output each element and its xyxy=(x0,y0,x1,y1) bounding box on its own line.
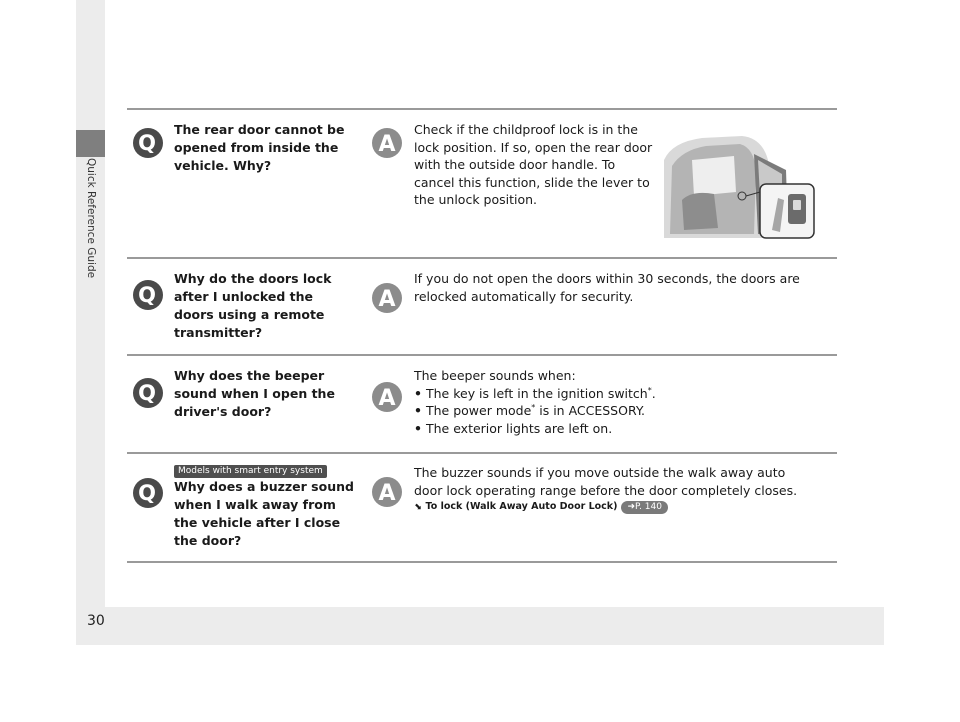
page-number: 30 xyxy=(87,613,105,629)
question-badge-letter: Q xyxy=(138,283,156,307)
childproof-lock-illustration xyxy=(662,130,816,240)
answer-text: If you do not open the doors within 30 seconds, the doors are relocked automatically for security. xyxy=(414,271,800,304)
answer-badge-icon xyxy=(371,282,403,314)
answer-text: Check if the childproof lock is in the lock position. If so, open the rear door with the outside door handle. To cancel this function, slide the lever to the unlock position. xyxy=(414,122,653,207)
divider xyxy=(127,354,837,356)
answer-badge-letter: A xyxy=(378,287,396,312)
question-badge-letter: Q xyxy=(138,481,156,505)
reference-arrow-icon: ⬊ xyxy=(414,502,422,512)
footer-bar xyxy=(76,607,884,645)
bullet-dot-icon: • xyxy=(414,385,422,401)
answer-badge-letter: A xyxy=(378,386,396,411)
cross-reference-label: To lock (Walk Away Auto Door Lock) xyxy=(425,501,618,512)
question-badge-letter: Q xyxy=(138,131,156,155)
answer-badge-icon xyxy=(371,476,403,508)
question-text: Why does a buzzer sound when I walk away from the vehicle after I close the door? xyxy=(174,479,354,548)
divider xyxy=(127,257,837,259)
bullet-text: The power mode xyxy=(425,403,532,418)
bullet-text: The key is left in the ignition switch xyxy=(425,385,648,401)
divider xyxy=(127,108,837,110)
bullet-tail: . xyxy=(651,385,656,401)
answer-badge-letter: A xyxy=(378,132,396,157)
divider xyxy=(127,452,837,454)
section-label: Quick Reference Guide xyxy=(85,158,97,279)
divider xyxy=(127,561,837,563)
models-tag: Models with smart entry system xyxy=(174,465,327,478)
bullet-item xyxy=(414,385,814,403)
bullet-item xyxy=(414,420,814,438)
question-badge-icon xyxy=(132,477,164,509)
page-reference-label: P. 140 xyxy=(635,502,662,512)
question-badge-letter: Q xyxy=(138,381,156,405)
question-text: Why do the doors lock after I unlocked the doors using a remote transmitter? xyxy=(174,271,332,340)
answer-intro: The beeper sounds when: xyxy=(414,368,576,383)
sidebar-tab-marker xyxy=(76,130,105,157)
footnote-mark: * xyxy=(531,402,536,412)
answer-badge-icon xyxy=(371,381,403,413)
question-text: The rear door cannot be opened from inside the vehicle. Why? xyxy=(174,122,345,173)
bullet-dot-icon: • xyxy=(414,403,422,418)
answer-badge-icon xyxy=(371,127,403,159)
answer-badge-letter: A xyxy=(378,481,396,506)
answer-text: The buzzer sounds if you move outside the walk away auto door lock operating range before the door completely closes. xyxy=(414,465,798,498)
bullet-text: The exterior lights are left on. xyxy=(425,420,613,436)
bullet-dot-icon: • xyxy=(414,420,422,436)
bullet-item xyxy=(414,402,814,420)
page-reference-pill[interactable]: ➜P. 140 xyxy=(621,501,667,514)
footnote-mark: * xyxy=(647,385,652,395)
question-badge-icon xyxy=(132,279,164,311)
cross-reference-link[interactable] xyxy=(414,501,668,514)
bullet-tail: is in ACCESSORY. xyxy=(535,403,645,418)
question-text: Why does the beeper sound when I open the driver's door? xyxy=(174,368,335,419)
answer-block xyxy=(414,367,814,437)
question-badge-icon xyxy=(132,127,164,159)
question-badge-icon xyxy=(132,377,164,409)
